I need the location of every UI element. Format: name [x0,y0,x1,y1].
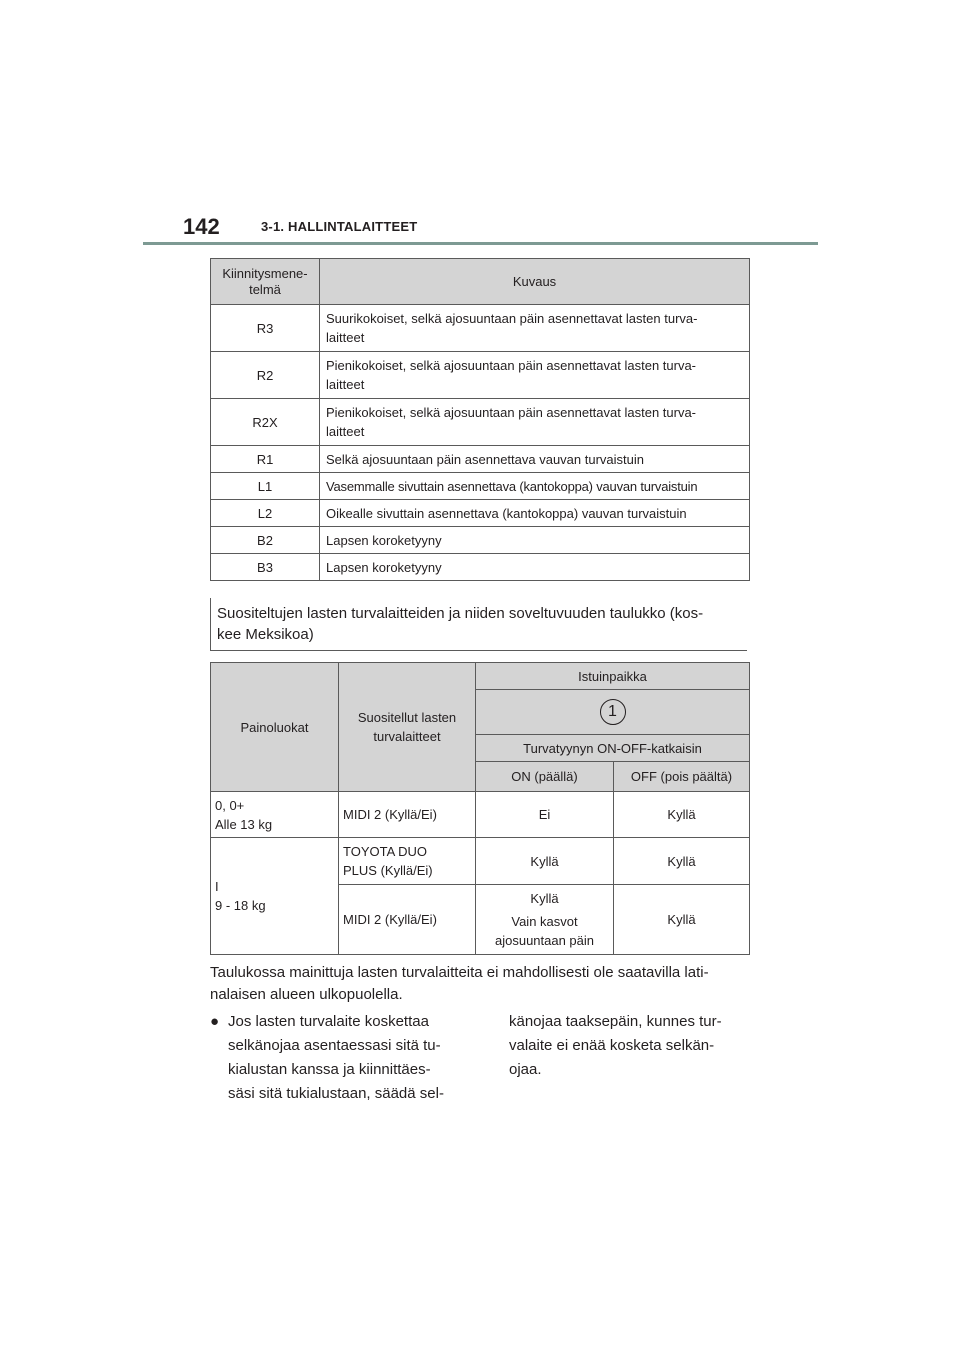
note-box [210,598,747,651]
section-title: 3-1. HALLINTALAITTEET [261,219,418,234]
availability-note: Taulukossa mainittuja lasten turvalaitteita ei mahdollisesti ole saatavilla lati- nalaisen alueen ulkopuolella. [210,964,709,1003]
table-header-row [211,663,750,690]
on-cell [476,885,614,955]
weight-class-cell: I 9 - 18 kg [211,838,339,955]
row-description: Oikealle sivuttain asennettava (kantokoppa) vauvan turvaistuin [320,500,750,527]
off-cell: Kyllä [614,838,750,885]
seat-number-icon: 1 [600,699,626,725]
table-row [211,399,750,446]
device-cell: TOYOTA DUO PLUS (Kyllä/Ei) [339,838,476,885]
off-cell: Kyllä [614,885,750,955]
off-cell: Kyllä [614,792,750,838]
row-description: Selkä ajosuuntaan päin asennettava vauvan turvaistuin [320,446,750,473]
mounting-method-table [210,258,750,581]
row-code: R1 [211,446,320,473]
header-seating-position: Istuinpaikka [476,663,750,690]
row-code: R2 [211,352,320,399]
header-off: OFF (pois päältä) [614,762,750,792]
header-rule [143,242,818,245]
device-cell: MIDI 2 (Kyllä/Ei) [339,885,476,955]
table-header-row [211,259,750,305]
row-code: R3 [211,305,320,352]
table-row [211,305,750,352]
on-note: Vain kasvot ajosuuntaan päin [494,914,595,948]
header-recommended-devices: Suositellut lasten turvalaitteet [339,663,476,792]
header-airbag-switch: Turvatyynyn ON-OFF-katkaisin [476,735,750,762]
row-description: Vasemmalle sivuttain asennettava (kantokoppa) vauvan turvaistuin [320,473,750,500]
header-weight-classes: Painoluokat [211,663,339,792]
table-row [211,527,750,554]
bullet-icon: ● [210,1013,220,1030]
seat-position-cell [476,690,750,735]
page-number: 142 [183,214,220,239]
row-code: B3 [211,554,320,581]
header-mounting-method: Kiinnitysmene- telmä [211,259,320,305]
row-description: Lapsen koroketyyny [320,554,750,581]
table-row [211,792,750,838]
table-row [211,554,750,581]
table-row [211,473,750,500]
row-code: L2 [211,500,320,527]
bullet-continuation: känojaa taaksepäin, kunnes tur- valaite ei enää kosketa selkän- ojaa. [509,1013,722,1078]
row-description: Pienikokoiset, selkä ajosuuntaan päin asennettavat lasten turva- laitteet [320,399,750,446]
bullet-text: Jos lasten turvalaite koskettaa selkänojaa asentaessasi sitä tu- kialustan kanssa ja kiinnittäes- säsi sitä tukialustaan, säädä sel- [228,1013,444,1102]
row-description: Pienikokoiset, selkä ajosuuntaan päin asennettavat lasten turva- laitteet [320,352,750,399]
table-row [211,500,750,527]
recommended-devices-table [210,662,750,955]
on-value: Kyllä [530,891,559,906]
bullet-item [210,1010,480,1106]
row-code: R2X [211,399,320,446]
header-description: Kuvaus [320,259,750,305]
table-row [211,838,750,885]
row-code: B2 [211,527,320,554]
on-cell: Kyllä [476,838,614,885]
row-description: Suurikokoiset, selkä ajosuuntaan päin asennettavat lasten turva- laitteet [320,305,750,352]
row-code: L1 [211,473,320,500]
table-row [211,352,750,399]
row-description: Lapsen koroketyyny [320,527,750,554]
note-text: Suositeltujen lasten turvalaitteiden ja niiden soveltuvuuden taulukko (kos- kee Meksikoa) [217,605,704,643]
device-cell: MIDI 2 (Kyllä/Ei) [339,792,476,838]
table-row [211,446,750,473]
header-on: ON (päällä) [476,762,614,792]
weight-class-cell: 0, 0+ Alle 13 kg [211,792,339,838]
on-cell: Ei [476,792,614,838]
